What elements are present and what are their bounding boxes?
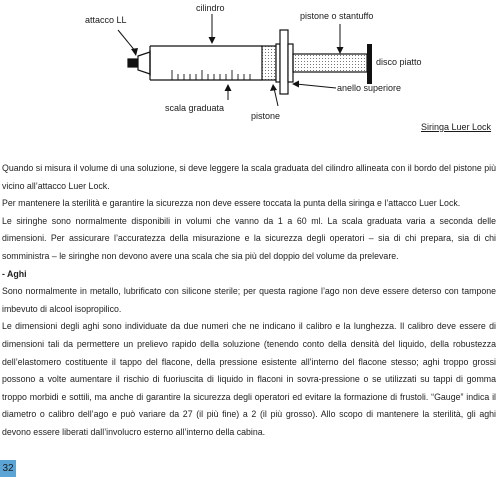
syringe-diagram — [0, 0, 500, 140]
label-cilindro: cilindro — [196, 3, 225, 13]
plunger-head — [262, 46, 276, 80]
graduation-scale — [172, 70, 250, 80]
syringe-figure — [0, 0, 500, 140]
label-attacco-ll: attacco LL — [85, 15, 127, 25]
paragraph: Le siringhe sono normalmente disponibili in volumi che vanno da 1 a 60 ml. La scala graduata varia a seconda delle dimensioni. Per assicurare l’accuratezza della misurazione e la sicurezza degli operatori – sia di chi prepara, sia di chi somministra – le siringhe non devono avere una scala che sia più del doppio del volume da prelevare. — [2, 215, 496, 261]
paragraph: Le dimensioni degli aghi sono individuate da due numeri che ne indicano il calibro e la lunghezza. Il calibro deve essere di dimensioni tali da permettere un prelievo rapido della soluzione (tenendo conto della densità del liquido, della robustezza dell’elastomero costituente il tappo del flacone, della pressione esistente all’interno del flacone stesso; aghi troppo grossi possono a volte aumentare il rischio di fuoriuscita di liquido in flaconi in sovra-pressione o se utilizzati su tappi di gomma troppo morbidi e sottili, ma anche di garantire la sicurezza degli operatori ed evitare la formazione di frustoli. “Gauge” indica il diametro o calibro dell’ago e può variare da 27 (il più fine) a 2 (il più grosso). Allo scopo di mantenere la sterilità, gli aghi devono essere liberati dall’involucro esterno all’interno della cabina. — [2, 321, 496, 437]
barrel-flange — [276, 30, 293, 94]
plunger-rod — [293, 54, 367, 72]
paragraph: Per mantenere la sterilità e garantire la sicurezza non deve essere toccata la punta della siringa e l’attacco Luer Lock. — [2, 198, 461, 209]
body-text — [2, 160, 496, 442]
section-heading: - Aghi — [2, 268, 27, 279]
barrel — [150, 46, 262, 80]
luer-lock-tip — [128, 50, 150, 76]
page-number: 32 — [0, 460, 16, 477]
paragraph: Sono normalmente in metallo, lubrificato con silicone sterile; per questa ragione l’ago non deve essere deterso con tampone imbevuto di alcool isopropilico. — [2, 286, 496, 314]
label-pistone: pistone — [251, 111, 281, 121]
figure-caption: Siringa Luer Lock — [421, 122, 492, 132]
flat-disc — [367, 44, 372, 84]
label-disco-piatto: disco piatto — [376, 57, 422, 67]
paragraph: Quando si misura il volume di una soluzione, si deve leggere la scala graduata del cilindro allineata con il bordo del pistone più vicino all’attacco Luer Lock. — [2, 163, 496, 191]
label-anello-superiore: anello superiore — [337, 83, 402, 93]
label-scala-graduata: scala graduata — [165, 103, 225, 113]
label-pistone-stantuffo: pistone o stantuffo — [300, 11, 374, 21]
